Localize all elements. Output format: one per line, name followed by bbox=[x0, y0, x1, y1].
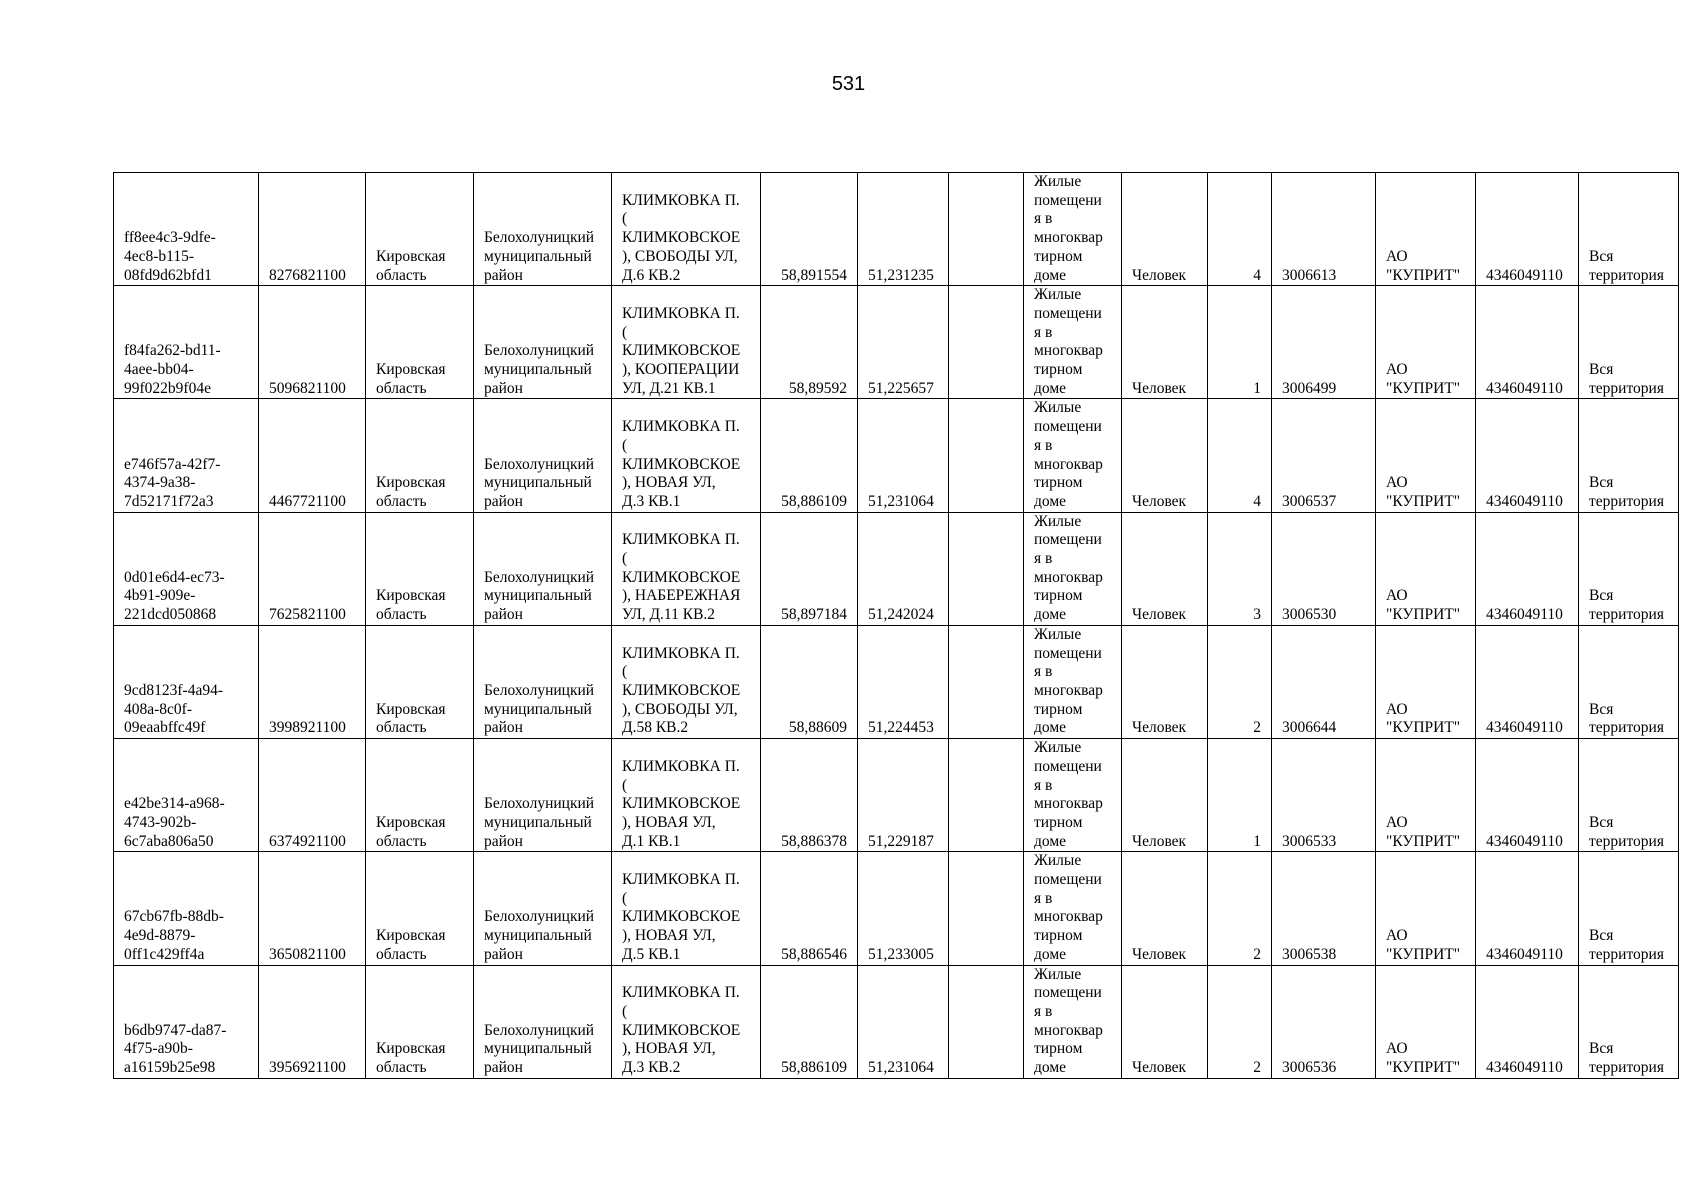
cell-longitude: 51,231064 bbox=[858, 965, 949, 1078]
cell-code: 3998921100 bbox=[259, 625, 366, 738]
cell-inn: 4346049110 bbox=[1476, 852, 1579, 965]
cell-territory: Вся территория bbox=[1579, 852, 1679, 965]
cell-unit: Человек bbox=[1122, 852, 1208, 965]
cell-region: Кировская область bbox=[366, 852, 474, 965]
cell-address: КЛИМКОВКА П. ( КЛИМКОВСКОЕ ), СВОБОДЫ УЛ, Д.6 КВ.2 bbox=[612, 173, 761, 286]
cell-territory: Вся территория bbox=[1579, 739, 1679, 852]
cell-code: 3956921100 bbox=[259, 965, 366, 1078]
cell-count: 2 bbox=[1208, 965, 1272, 1078]
cell-count: 2 bbox=[1208, 852, 1272, 965]
cell-account: 3006538 bbox=[1272, 852, 1376, 965]
cell-territory: Вся территория bbox=[1579, 399, 1679, 512]
cell-premises: Жилые помещени я в многоквар тирном доме bbox=[1024, 286, 1122, 399]
cell-code: 6374921100 bbox=[259, 739, 366, 852]
cell-empty bbox=[949, 852, 1024, 965]
cell-territory: Вся территория bbox=[1579, 965, 1679, 1078]
cell-longitude: 51,224453 bbox=[858, 625, 949, 738]
cell-district: Белохолуницкий муниципальный район bbox=[474, 286, 612, 399]
cell-organization: АО "КУПРИТ" bbox=[1376, 399, 1476, 512]
table-row bbox=[114, 965, 1679, 1078]
table-body bbox=[114, 173, 1679, 1079]
cell-organization: АО "КУПРИТ" bbox=[1376, 512, 1476, 625]
cell-unit: Человек bbox=[1122, 625, 1208, 738]
cell-longitude: 51,242024 bbox=[858, 512, 949, 625]
cell-inn: 4346049110 bbox=[1476, 173, 1579, 286]
cell-count: 4 bbox=[1208, 399, 1272, 512]
cell-code: 4467721100 bbox=[259, 399, 366, 512]
cell-account: 3006613 bbox=[1272, 173, 1376, 286]
cell-unit: Человек bbox=[1122, 739, 1208, 852]
cell-id: 9cd8123f-4a94- 408a-8c0f- 09eaabffc49f bbox=[114, 625, 259, 738]
cell-longitude: 51,233005 bbox=[858, 852, 949, 965]
cell-count: 4 bbox=[1208, 173, 1272, 286]
cell-district: Белохолуницкий муниципальный район bbox=[474, 625, 612, 738]
cell-code: 7625821100 bbox=[259, 512, 366, 625]
table-row bbox=[114, 739, 1679, 852]
table-row bbox=[114, 399, 1679, 512]
cell-id: ff8ee4c3-9dfe- 4ec8-b115- 08fd9d62bfd1 bbox=[114, 173, 259, 286]
cell-district: Белохолуницкий муниципальный район bbox=[474, 739, 612, 852]
cell-premises: Жилые помещени я в многоквар тирном доме bbox=[1024, 173, 1122, 286]
cell-region: Кировская область bbox=[366, 625, 474, 738]
table-row bbox=[114, 625, 1679, 738]
cell-count: 1 bbox=[1208, 739, 1272, 852]
cell-inn: 4346049110 bbox=[1476, 286, 1579, 399]
table-row bbox=[114, 852, 1679, 965]
cell-empty bbox=[949, 512, 1024, 625]
cell-region: Кировская область bbox=[366, 399, 474, 512]
cell-premises: Жилые помещени я в многоквар тирном доме bbox=[1024, 625, 1122, 738]
registry-table bbox=[113, 172, 1679, 1079]
table-row bbox=[114, 173, 1679, 286]
cell-region: Кировская область bbox=[366, 512, 474, 625]
cell-longitude: 51,229187 bbox=[858, 739, 949, 852]
cell-latitude: 58,886378 bbox=[761, 739, 858, 852]
cell-territory: Вся территория bbox=[1579, 512, 1679, 625]
cell-empty bbox=[949, 399, 1024, 512]
cell-premises: Жилые помещени я в многоквар тирном доме bbox=[1024, 739, 1122, 852]
cell-district: Белохолуницкий муниципальный район bbox=[474, 512, 612, 625]
cell-inn: 4346049110 bbox=[1476, 512, 1579, 625]
cell-latitude: 58,886109 bbox=[761, 965, 858, 1078]
cell-district: Белохолуницкий муниципальный район bbox=[474, 852, 612, 965]
cell-unit: Человек bbox=[1122, 286, 1208, 399]
cell-premises: Жилые помещени я в многоквар тирном доме bbox=[1024, 399, 1122, 512]
cell-account: 3006644 bbox=[1272, 625, 1376, 738]
cell-premises: Жилые помещени я в многоквар тирном доме bbox=[1024, 965, 1122, 1078]
cell-organization: АО "КУПРИТ" bbox=[1376, 852, 1476, 965]
cell-empty bbox=[949, 625, 1024, 738]
cell-empty bbox=[949, 286, 1024, 399]
cell-unit: Человек bbox=[1122, 965, 1208, 1078]
cell-account: 3006499 bbox=[1272, 286, 1376, 399]
cell-organization: АО "КУПРИТ" bbox=[1376, 286, 1476, 399]
cell-territory: Вся территория bbox=[1579, 625, 1679, 738]
cell-unit: Человек bbox=[1122, 512, 1208, 625]
cell-id: f84fa262-bd11- 4aee-bb04- 99f022b9f04e bbox=[114, 286, 259, 399]
cell-premises: Жилые помещени я в многоквар тирном доме bbox=[1024, 512, 1122, 625]
cell-latitude: 58,891554 bbox=[761, 173, 858, 286]
cell-address: КЛИМКОВКА П. ( КЛИМКОВСКОЕ ), КООПЕРАЦИИ УЛ, Д.21 КВ.1 bbox=[612, 286, 761, 399]
cell-account: 3006533 bbox=[1272, 739, 1376, 852]
cell-longitude: 51,225657 bbox=[858, 286, 949, 399]
cell-address: КЛИМКОВКА П. ( КЛИМКОВСКОЕ ), НОВАЯ УЛ, Д.1 КВ.1 bbox=[612, 739, 761, 852]
cell-latitude: 58,886109 bbox=[761, 399, 858, 512]
cell-id: b6db9747-da87- 4f75-a90b- a16159b25e98 bbox=[114, 965, 259, 1078]
cell-region: Кировская область bbox=[366, 286, 474, 399]
cell-latitude: 58,886546 bbox=[761, 852, 858, 965]
cell-longitude: 51,231064 bbox=[858, 399, 949, 512]
cell-organization: АО "КУПРИТ" bbox=[1376, 739, 1476, 852]
cell-inn: 4346049110 bbox=[1476, 399, 1579, 512]
cell-premises: Жилые помещени я в многоквар тирном доме bbox=[1024, 852, 1122, 965]
cell-inn: 4346049110 bbox=[1476, 625, 1579, 738]
cell-account: 3006536 bbox=[1272, 965, 1376, 1078]
cell-inn: 4346049110 bbox=[1476, 965, 1579, 1078]
cell-territory: Вся территория bbox=[1579, 286, 1679, 399]
page-number: 531 bbox=[831, 73, 866, 95]
cell-region: Кировская область bbox=[366, 173, 474, 286]
cell-longitude: 51,231235 bbox=[858, 173, 949, 286]
cell-district: Белохолуницкий муниципальный район bbox=[474, 965, 612, 1078]
cell-district: Белохолуницкий муниципальный район bbox=[474, 173, 612, 286]
cell-organization: АО "КУПРИТ" bbox=[1376, 173, 1476, 286]
cell-address: КЛИМКОВКА П. ( КЛИМКОВСКОЕ ), СВОБОДЫ УЛ, Д.58 КВ.2 bbox=[612, 625, 761, 738]
cell-id: 67cb67fb-88db- 4e9d-8879- 0ff1c429ff4a bbox=[114, 852, 259, 965]
cell-code: 3650821100 bbox=[259, 852, 366, 965]
cell-inn: 4346049110 bbox=[1476, 739, 1579, 852]
cell-account: 3006537 bbox=[1272, 399, 1376, 512]
cell-address: КЛИМКОВКА П. ( КЛИМКОВСКОЕ ), НОВАЯ УЛ, Д.3 КВ.1 bbox=[612, 399, 761, 512]
cell-count: 1 bbox=[1208, 286, 1272, 399]
cell-code: 8276821100 bbox=[259, 173, 366, 286]
cell-address: КЛИМКОВКА П. ( КЛИМКОВСКОЕ ), НОВАЯ УЛ, Д.3 КВ.2 bbox=[612, 965, 761, 1078]
cell-id: 0d01e6d4-ec73- 4b91-909e- 221dcd050868 bbox=[114, 512, 259, 625]
cell-address: КЛИМКОВКА П. ( КЛИМКОВСКОЕ ), НАБЕРЕЖНАЯ УЛ, Д.11 КВ.2 bbox=[612, 512, 761, 625]
cell-empty bbox=[949, 965, 1024, 1078]
cell-count: 3 bbox=[1208, 512, 1272, 625]
cell-district: Белохолуницкий муниципальный район bbox=[474, 399, 612, 512]
cell-address: КЛИМКОВКА П. ( КЛИМКОВСКОЕ ), НОВАЯ УЛ, Д.5 КВ.1 bbox=[612, 852, 761, 965]
cell-latitude: 58,89592 bbox=[761, 286, 858, 399]
cell-unit: Человек bbox=[1122, 399, 1208, 512]
cell-organization: АО "КУПРИТ" bbox=[1376, 625, 1476, 738]
cell-territory: Вся территория bbox=[1579, 173, 1679, 286]
cell-empty bbox=[949, 173, 1024, 286]
table-row bbox=[114, 512, 1679, 625]
cell-empty bbox=[949, 739, 1024, 852]
cell-latitude: 58,88609 bbox=[761, 625, 858, 738]
cell-id: e746f57a-42f7- 4374-9a38- 7d52171f72a3 bbox=[114, 399, 259, 512]
cell-count: 2 bbox=[1208, 625, 1272, 738]
cell-organization: АО "КУПРИТ" bbox=[1376, 965, 1476, 1078]
cell-unit: Человек bbox=[1122, 173, 1208, 286]
cell-region: Кировская область bbox=[366, 739, 474, 852]
cell-id: e42be314-a968- 4743-902b- 6c7aba806a50 bbox=[114, 739, 259, 852]
cell-region: Кировская область bbox=[366, 965, 474, 1078]
cell-latitude: 58,897184 bbox=[761, 512, 858, 625]
table-row bbox=[114, 286, 1679, 399]
cell-code: 5096821100 bbox=[259, 286, 366, 399]
cell-account: 3006530 bbox=[1272, 512, 1376, 625]
